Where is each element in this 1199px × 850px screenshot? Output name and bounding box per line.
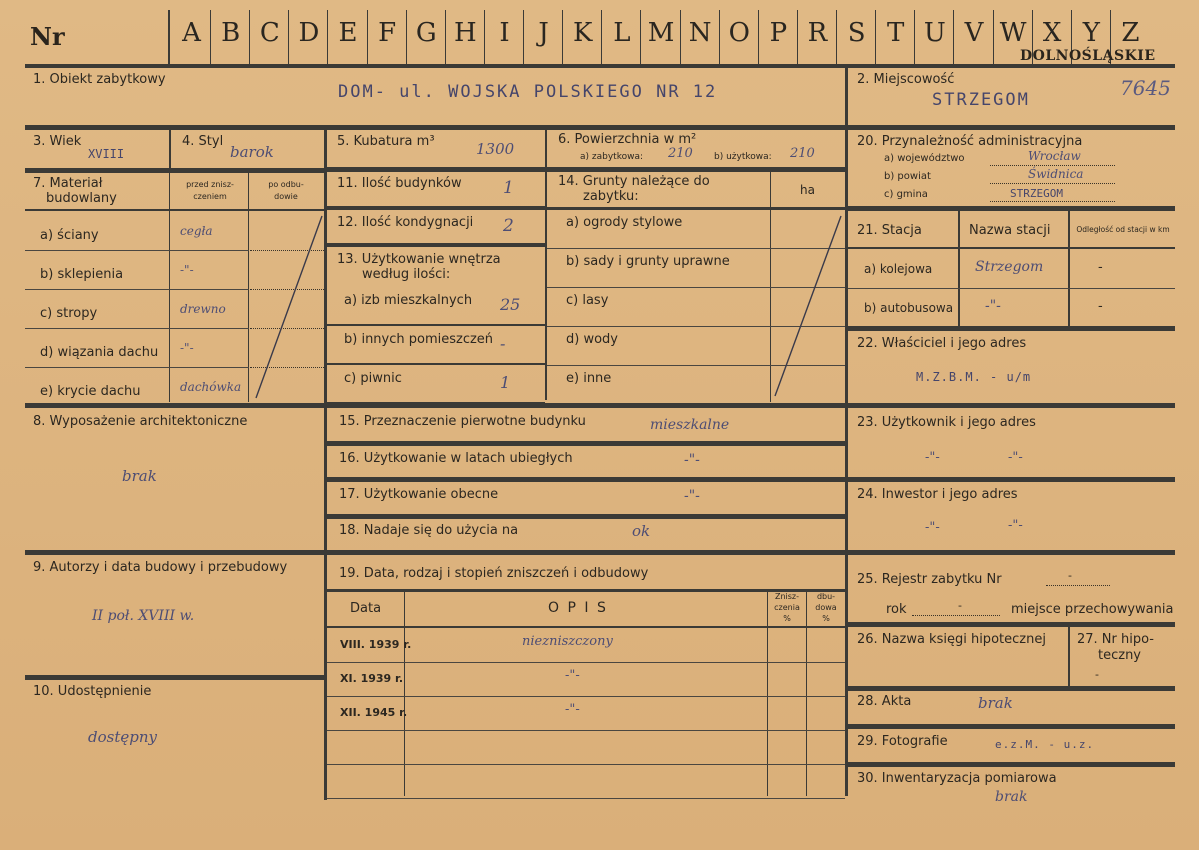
section15-value: mieszkalne [650,417,730,433]
rule-11 [327,206,545,210]
section13-row-label: a) izb mieszkalnych [344,293,473,308]
section7-header-rule [25,209,325,211]
section20-a-value: Wrocław [1028,149,1081,163]
section6-value-b: 210 [790,146,815,161]
alphabet-separator [836,10,837,66]
rule-8 [25,550,325,555]
rule-row1 [25,125,845,130]
alphabet-separator [875,10,876,66]
rule-21 [848,326,1175,331]
section7-row-rule [25,367,249,368]
section19-row-desc: -"- [565,702,580,717]
section25-rok-value: - [958,599,962,612]
section5-value: 1300 [476,140,515,158]
section23-label: 23. Użytkownik i jego adres [857,415,1036,430]
alphabet-separator [367,10,368,66]
section14-row-label: b) sady i grunty uprawne [566,254,730,269]
rule-row2-mid [327,167,845,172]
section29-label: 29. Fotografie [857,734,948,749]
section17-value: -"- [684,488,700,504]
alphabet-separator [758,10,759,66]
section19-row-rule [327,696,845,697]
section13-row-value: 25 [500,295,521,314]
alphabet-letter: F [378,18,397,48]
alphabet-letter: T [887,18,905,48]
section13-row-value: - [500,334,506,353]
section19-col-desc: O P I S [548,600,608,616]
section7-strike [250,212,324,402]
section19-row-rule [327,798,845,799]
section19-row-desc: niezniszczony [522,634,613,649]
section7-row-value: -"- [180,263,194,277]
section21-row-dist: - [1098,260,1103,275]
section7-col2-line1: po odbu- [268,180,304,189]
section3-label: 3. Wiek [33,134,82,149]
section20-a-label: a) województwo [884,153,965,164]
section14-unit: ha [800,183,815,197]
section19-row-rule [327,662,845,663]
section8-label: 8. Wyposażenie architektoniczne [33,414,248,429]
section4-value: barok [230,143,274,161]
section7-row-label: a) ściany [40,228,99,243]
section1-value: DOM- ul. WOJSKA POLSKIEGO NR 12 [338,82,718,102]
section25-place: miejsce przechowywania [1011,602,1174,617]
alphabet-separator [210,10,211,66]
section20-label: 20. Przynależność administracyjna [857,134,1083,149]
section7-row-value: dachówka [180,380,242,394]
section19-col-od-1: dbu- [816,592,836,601]
section21-row-dist: - [1098,299,1103,314]
section30-label: 30. Inwentaryzacja pomiarowa [857,771,1057,786]
section9-value: II poł. XVIII w. [92,608,195,624]
section9-label: 9. Autorzy i data budowy i przebudowy [33,560,288,575]
section19-col-zn-1: Znisz- [774,592,800,601]
sep-26-27 [1068,627,1070,689]
section21-label: 21. Stacja [857,223,922,238]
section24-label: 24. Inwestor i jego adres [857,487,1018,502]
section27-value: - [1095,668,1099,681]
alphabet-separator [719,10,720,66]
rule-row2 [25,168,325,173]
alphabet-letter: A [182,18,201,48]
alphabet-letter: X [1042,18,1062,48]
alphabet-letter: O [728,18,750,48]
section21-row-name: Strzegom [975,259,1044,275]
section19-row-date: VIII. 1939 r. [340,638,412,651]
section19-col-date: Data [350,601,382,616]
section24-value2: -"- [1008,518,1023,533]
section24-value1: -"- [925,520,940,535]
section6-value-a: 210 [668,146,693,161]
section7-row-rule [25,289,249,290]
alphabet-letter: Z [1121,18,1140,48]
section2-value: STRZEGOM [932,90,1030,110]
alphabet-letter: R [807,18,828,48]
section25-line [1046,585,1110,586]
section12-label: 12. Ilość kondygnacji [337,215,474,230]
section19-col-od-3: % [822,614,830,623]
alphabet-separator [249,10,250,66]
section7-row-label: e) krycie dachu [40,384,141,399]
section14-row-label: e) inne [566,371,612,386]
section6-sub-b: b) użytkowa: [714,152,772,162]
section19-row-date: XII. 1945 r. [340,706,408,719]
section20-b-line [990,183,1115,184]
rule-9 [25,675,325,680]
section7-row-value: -"- [180,341,194,355]
section6-sub-a: a) zabytkowa: [580,152,643,162]
alphabet-letter: N [688,18,712,48]
section7-row-value: cegła [180,224,213,238]
alphabet-separator [484,10,485,66]
alphabet-letter: J [538,18,549,48]
alphabet-separator [523,10,524,66]
section8-value: brak [122,467,157,485]
section7-row-rule [25,250,249,251]
section18-label: 18. Nadaje się do użycia na [339,523,519,538]
section13-row-label: c) piwnic [344,371,402,386]
section22-value: M.Z.B.M. - u/m [916,370,1032,384]
section28-value: brak [978,694,1013,712]
section21-row-name: -"- [985,298,1001,314]
section7-label-line2: budowlany [46,191,117,206]
rule-15 [327,441,845,446]
section14-strike [771,212,845,402]
section19-row-rule [327,730,845,731]
rule-row1-right [848,125,1175,130]
section10-label: 10. Udostępnienie [33,684,152,699]
rule-28 [848,724,1175,729]
section11-value: 1 [503,178,514,198]
section14-row-label: a) ogrody stylowe [566,215,683,230]
rule-24 [848,550,1175,555]
alphabet-separator [640,10,641,66]
alphabet-letter: E [338,18,358,48]
section25-label: 25. Rejestr zabytku Nr [857,572,1002,587]
section3-value: XVIII [88,147,125,161]
section21-row-rule [848,288,1175,289]
section7-row-label: d) wiązania dachu [40,345,159,360]
section30-value: brak [995,789,1028,805]
alphabet-letter: Y [1082,18,1100,48]
alphabet-separator [445,10,446,66]
sep-3-4 [169,130,171,170]
section13-label-line2: według ilości: [362,267,451,282]
section19-row-rule [327,764,845,765]
section5-label: 5. Kubatura m³ [337,134,435,149]
section23-value2: -"- [1008,450,1023,465]
sep-19-date [404,591,405,796]
section25-rok: rok [886,602,907,617]
section20-a-line [990,165,1115,166]
section2-number: 7645 [1120,76,1171,100]
section14-label-line2: zabytku: [583,189,639,204]
alphabet-letter: D [298,18,320,48]
alphabet-separator [953,10,954,66]
section16-label: 16. Użytkowanie w latach ubiegłych [339,451,573,466]
section26-label: 26. Nazwa księgi hipotecznej [857,632,1046,647]
alphabet-separator [562,10,563,66]
alphabet-separator [914,10,915,66]
section25-value: - [1068,569,1072,582]
section1-label: 1. Obiekt zabytkowy [33,72,166,87]
alphabet-letter: V [964,18,984,48]
section7-col2-line2: dowie [274,192,298,201]
header-separator [168,10,170,66]
section12-value: 2 [503,216,514,236]
section13-row-rule [327,363,545,365]
section21-header-rule [848,247,1175,249]
alphabet-letter: I [499,18,510,48]
section16-value: -"- [684,452,700,468]
section7-row-label: c) stropy [40,306,98,321]
rule-26 [848,686,1175,691]
alphabet-letter: G [415,18,437,48]
alphabet-letter: L [613,18,631,48]
section7-label-line1: 7. Materiał [33,176,103,191]
section20-c-label: c) gmina [884,189,928,200]
section20-b-label: b) powiat [884,171,931,182]
section20-b-value: Świdnica [1028,167,1084,181]
section7-col1-line1: przed znisz- [186,180,234,189]
section29-value: e.z.M. - u.z. [995,738,1095,751]
alphabet-separator [601,10,602,66]
alphabet-letter: H [454,18,477,48]
rule-12 [327,243,545,247]
section10-value: dostępny [88,728,157,746]
alphabet-separator [288,10,289,66]
section2-label: 2. Miejscowość [857,72,955,87]
rule-16 [327,477,845,482]
rule-18 [327,550,845,555]
section28-label: 28. Akta [857,694,912,709]
section13-label-line1: 13. Użytkowanie wnętrza [337,252,501,267]
rule-22 [848,403,1175,408]
alphabet-separator [797,10,798,66]
section4-label: 4. Styl [182,134,224,149]
alphabet-separator [406,10,407,66]
section20-c-line [990,201,1115,202]
section13-row-value: 1 [500,373,511,392]
rule-25 [848,622,1175,627]
section13-row-label: b) innych pomieszczeń [344,332,494,347]
alphabet-letter: M [647,18,675,48]
section23-value1: -"- [925,450,940,465]
section14-row-label: c) lasy [566,293,609,308]
section7-row-value: drewno [180,302,226,316]
section19-header-rule [327,626,845,628]
alphabet-letter: U [923,18,946,48]
section13-row-rule [327,324,545,326]
rule-20 [848,206,1175,211]
alphabet-separator [680,10,681,66]
section19-col-zn-3: % [783,614,791,623]
section15-label: 15. Przeznaczenie pierwotne budynku [339,414,586,429]
section19-label: 19. Data, rodzaj i stopień zniszczeń i odbudowy [339,566,649,581]
alphabet-letter: C [259,18,280,48]
rule-23 [848,477,1175,482]
section6-label: 6. Powierzchnia w m² [558,132,697,147]
section20-c-value: STRZEGOM [1010,187,1063,200]
section14-label-line1: 14. Grunty należące do [558,174,710,189]
section7-row-label: b) sklepienia [40,267,124,282]
section27-label-line2: teczny [1098,648,1141,663]
section21-col-dist: Odległość od stacji w km [1076,225,1170,234]
section19-col-od-2: dowa [815,603,837,612]
section18-value: ok [632,522,651,540]
alphabet-separator [327,10,328,66]
col-sep-1 [324,128,327,800]
sep-21-a [958,211,960,328]
section19-col-zn-2: czenia [774,603,800,612]
section11-label: 11. Ilość budynków [337,176,462,191]
rule-row3 [25,403,845,408]
section21-row-label: b) autobusowa [864,301,954,315]
rule-29 [848,762,1175,767]
section21-row-label: a) kolejowa [864,262,933,276]
section7-row-rule [25,328,249,329]
alphabet-letter: B [221,18,241,48]
section19-row-date: XI. 1939 r. [340,672,404,685]
alphabet-separator [993,10,994,66]
sep-21-b [1068,211,1070,328]
section14-row-label: d) wody [566,332,618,347]
alphabet-letter: P [769,18,788,48]
region-label: DOLNOŚLĄSKIE [1020,48,1156,64]
section25-rok-line [912,615,1000,616]
rule-14-header [547,207,845,210]
alphabet-letter: S [847,18,866,48]
section27-label-line1: 27. Nr hipo- [1077,632,1154,647]
section19-row-desc: -"- [565,668,580,683]
section7-col1-line2: czeniem [193,192,227,201]
rule-17 [327,514,845,519]
section22-label: 22. Właściciel i jego adres [857,336,1027,351]
alphabet-letter: K [573,18,593,48]
section17-label: 17. Użytkowanie obecne [339,487,499,502]
alphabet-letter: W [999,18,1027,48]
nr-label: Nr [30,22,65,51]
section21-col-name: Nazwa stacji [969,223,1051,238]
top-rule [25,64,1175,68]
